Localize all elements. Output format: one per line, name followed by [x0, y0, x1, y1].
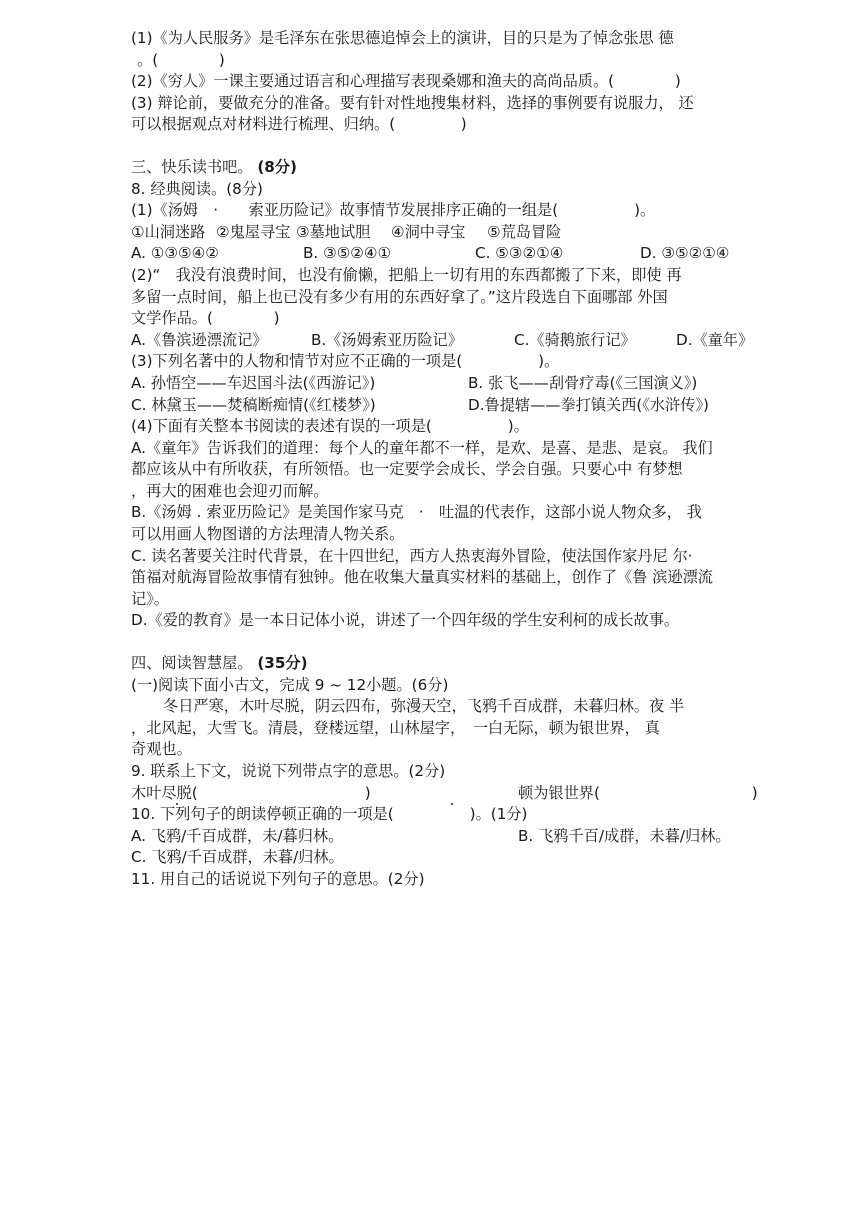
- q8-4-option-c-line: 记》。: [131, 589, 169, 608]
- q8-4-option-c-line: 笛福对航海冒险故事情有独钟。他在收集大量真实材料的基础上，创作了《鲁 滨逊漂流: [131, 568, 713, 587]
- section4-score: (35分): [257, 654, 308, 673]
- passage-line: ，北风起，大雪飞。清晨，登楼远望，山林屋字， 一白无际，顿为银世界， 真: [131, 718, 660, 737]
- section4-title: 四、阅读智慧屋。: [131, 654, 253, 673]
- q8-1-item: ④洞中寻宝: [391, 222, 466, 241]
- reading-intro: (一)阅读下面小古文，完成 9 ~ 12小题。(6分): [131, 675, 449, 694]
- q8-1-items: [131, 222, 761, 244]
- judge-q3-line2: 可以根据观点对材料进行梳理、归纳。( ): [131, 115, 467, 134]
- passage-line: 奇观也。: [131, 740, 192, 759]
- q8-1-item: ③墓地试胆: [296, 222, 371, 241]
- section3-title: 三、快乐读书吧。: [131, 157, 253, 176]
- q8-1-item: ⑤荒岛冒险: [487, 222, 562, 241]
- q8-4-option-b-line: 可以用画人物图谱的方法理清人物关系。: [131, 525, 405, 544]
- q8-1-option-b: B. ③⑤②④①: [303, 244, 392, 263]
- q9-blank-b[interactable]: 顿为银世界( ): [518, 783, 758, 802]
- judge-q1-line2: 。( ): [137, 50, 225, 69]
- q9-title: 9. 联系上下文，说说下列带点字的意思。(2分): [131, 762, 446, 780]
- judge-q2: (2)《穷人》一课主要通过语言和心理描写表现桑娜和渔夫的高尚品质。( ): [131, 72, 681, 91]
- q8-2-line: 多留一点时间，船上也已没有多少有用的东西好拿了。”这片段选自下面哪部 外国: [131, 287, 668, 306]
- q10-option-c: C. 飞鸦/千百成群，未暮/归林。: [131, 848, 344, 867]
- q8-3-option-d: D.鲁提辖——拳打镇关西(《水浒传》): [468, 395, 709, 414]
- q9-blanks: [131, 783, 761, 805]
- q8-4-option-a-line: A.《童年》告诉我们的道理：每个人的童年都不一样，是欢、是喜、是悲、是哀。 我们: [131, 438, 713, 457]
- q8-2-option-c: C.《骑鹅旅行记》: [514, 330, 636, 349]
- q8-1-option-a: A. ①③⑤④②: [131, 244, 219, 263]
- judge-q3-text: (3) 辩论前，要做充分的准备。要有针对性地搜集材料，选择的事例要有说服力， 还: [131, 93, 694, 112]
- q10-option-b: B. 飞鸦千百/成群，未暮/归林。: [518, 826, 731, 845]
- q8-title: 8. 经典阅读。(8分): [131, 179, 263, 198]
- q10-title: 10. 下列句子的朗读停顿正确的一项是( )。(1分): [131, 805, 528, 824]
- section4-heading: [131, 653, 761, 675]
- q8-4-option-a-line: ，再大的困难也会迎刃而解。: [131, 481, 329, 500]
- q8-2-option-d: D.《童年》: [676, 330, 754, 349]
- q8-4-option-b-line: B.《汤姆 . 索亚历险记》是美国作家马克 · 吐温的代表作，这部小说人物众多， 我: [131, 503, 702, 522]
- q8-3-stem: (3)下列名著中的人物和情节对应不正确的一项是( )。: [131, 352, 560, 371]
- q8-1-stem: (1)《汤姆 · 索亚历险记》故事情节发展排序正确的一组是( )。: [131, 201, 656, 220]
- passage-line: 冬日严寒，木叶尽脱，阴云四布，弥漫天空，飞鸦千百成群，未暮归林。夜 半: [163, 697, 685, 716]
- q8-2-option-b: B.《汤姆索亚历险记》: [311, 330, 463, 349]
- q8-1-option-c: C. ⑤③②①④: [475, 244, 564, 263]
- q8-1-options: [131, 243, 761, 265]
- q11-title: 11. 用自己的话说说下列句子的意思。(2分): [131, 869, 425, 888]
- emphasis-dot: [176, 803, 178, 805]
- q8-1-item: ①山洞迷路: [131, 222, 206, 241]
- q8-2-line: 文学作品。( ): [131, 309, 280, 328]
- q8-3-option-c: C. 林黛玉——焚稿断痴情(《红楼梦》): [131, 395, 376, 414]
- emphasis-dots: [131, 804, 761, 808]
- q8-2-options: [131, 330, 761, 352]
- section3-score: (8分): [257, 157, 297, 176]
- exam-page: [131, 28, 761, 891]
- judge-q3-line1: [131, 93, 761, 115]
- q8-4-option-d: D.《爱的教育》是一本日记体小说，讲述了一个四年级的学生安利柯的成长故事。: [131, 611, 680, 630]
- q8-4-stem: (4)下面有关整本书阅读的表述有误的一项是( )。: [131, 417, 529, 436]
- judge-q1-line1: [131, 28, 761, 50]
- q8-1-option-d: D. ③⑤②①④: [640, 244, 730, 263]
- emphasis-dot: [451, 803, 453, 805]
- q8-3-options-cd: [131, 395, 761, 417]
- q8-1-item: ②鬼屋寻宝: [216, 222, 291, 241]
- q8-3-options-ab: [131, 373, 761, 395]
- q8-2-line: (2)“ 我没有浪费时间，也没有偷懒，把船上一切有用的东西都搬了下来，即使 再: [131, 265, 682, 284]
- q8-2-option-a: A.《鲁滨逊漂流记》: [131, 330, 268, 349]
- q8-3-option-a: A. 孙悟空——车迟国斗法(《西游记》): [131, 373, 376, 392]
- q8-4-option-c-line: C. 读名著要关注时代背景，在十四世纪，西方人热衷海外冒险，使法国作家丹尼 尔·: [131, 546, 693, 565]
- q10-option-a: A. 飞鸦/千百成群，未/暮归林。: [131, 826, 344, 845]
- q10-options-ab: [131, 826, 761, 848]
- q9-blank-a[interactable]: 木叶尽脱( ): [131, 783, 371, 802]
- judge-q1-text: (1)《为人民服务》是毛泽东在张思德追悼会上的演讲，目的只是为了悼念张思 德: [131, 29, 674, 47]
- q8-4-option-a-line: 都应该从中有所收获，有所领悟。也一定要学会成长、学会自强。只要心中 有梦想: [131, 460, 683, 479]
- q8-3-option-b: B. 张飞——刮骨疗毒(《三国演义》): [468, 373, 698, 392]
- section3-heading: [131, 157, 761, 179]
